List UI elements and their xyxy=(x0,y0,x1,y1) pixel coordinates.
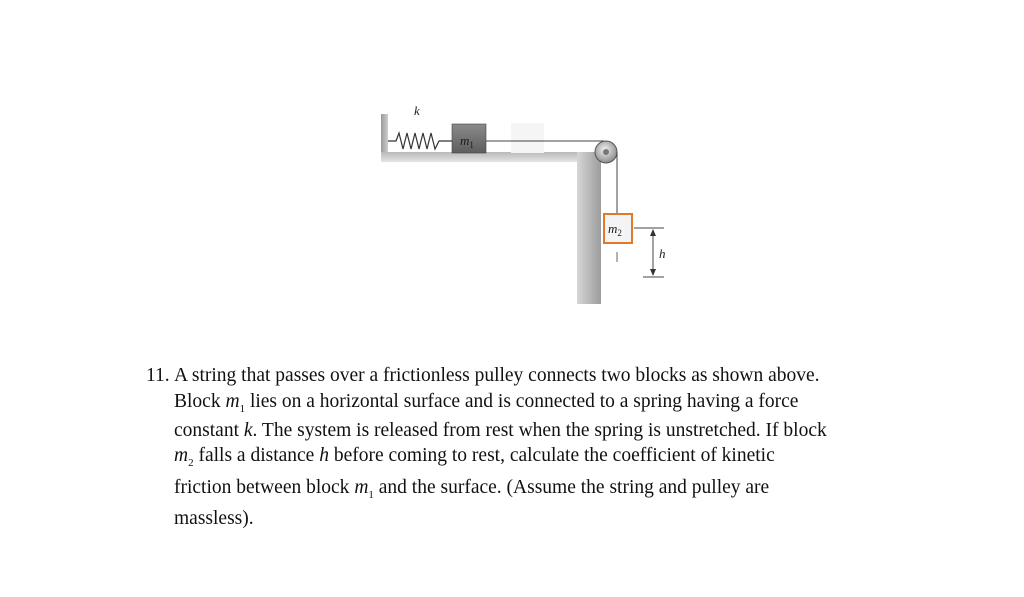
height-label: h xyxy=(659,246,666,261)
problem-line-2: Block $m_1$ lies on a horizontal surface and is connected to a spring having a force xyxy=(174,391,799,415)
problem-line-1: A string that passes over a frictionless pulley connects two blocks as shown above. xyxy=(174,365,820,386)
table-edge xyxy=(577,152,601,304)
problem-line-6: massless). xyxy=(174,508,254,529)
block1-label: $m_1$ xyxy=(460,133,474,150)
problem-line-4: $m_2$ falls a distance h before coming to rest, calculate the coefficient of kinetic xyxy=(174,445,775,469)
height-arrow-top xyxy=(650,229,656,236)
height-arrow-bottom xyxy=(650,269,656,276)
problem-number: 11. xyxy=(146,365,170,386)
spring-mount-wall xyxy=(381,114,388,154)
problem-line-3: constant k. The system is released from rest when the spring is unstretched. If block xyxy=(174,420,827,441)
problem-line-5: friction between block $m_1$ and the surface. (Assume the string and pulley are xyxy=(174,477,770,501)
spring xyxy=(388,133,452,149)
spring-label: k xyxy=(414,103,420,118)
ghost-region xyxy=(511,123,544,153)
table-surface xyxy=(381,152,601,162)
block2-label: $m_2$ xyxy=(608,221,622,238)
